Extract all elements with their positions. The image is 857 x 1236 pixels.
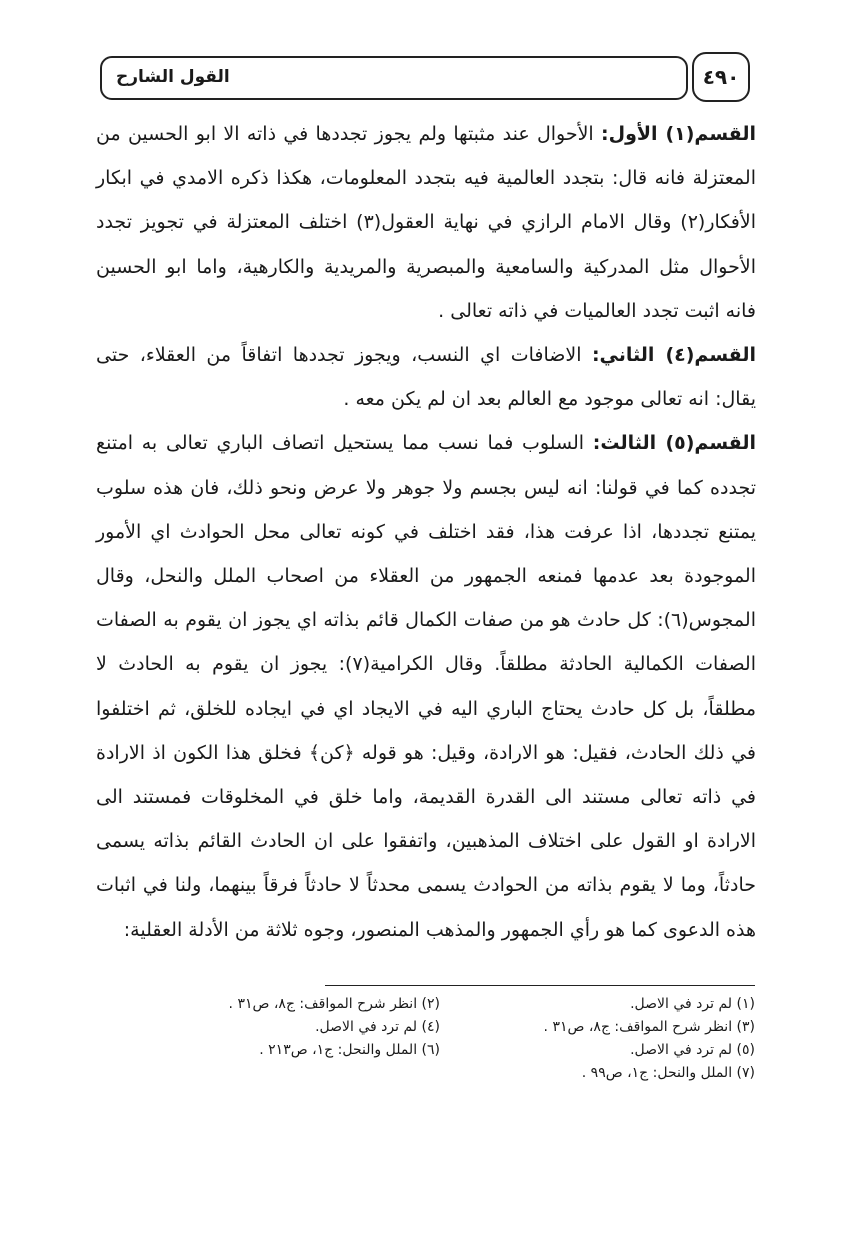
footnote-1: (١) لم ترد في الاصل. (630, 996, 755, 1012)
footnote-2: (٢) انظر شرح المواقف: ج٨، ص٣١ . (228, 996, 440, 1012)
section-heading-1: القسم(١) الأول: (601, 123, 756, 145)
footnote-5: (٥) لم ترد في الاصل. (630, 1042, 755, 1058)
section-heading-2: القسم(٤) الثاني: (591, 344, 756, 367)
page-number: ٤٩٠ (692, 52, 750, 102)
footnote-3: (٣) انظر شرح المواقف: ج٨، ص٣١ . (543, 1019, 755, 1035)
footnote-7: (٧) الملل والنحل: ج١، ص٩٩ . (581, 1065, 755, 1081)
paragraph-1 (96, 112, 756, 333)
paragraph-1-text: الأحوال عند مثبتها ولم يجوز تجددها في ذاته الا ابو الحسين من المعتزلة فانه قال: بتجدد العالمية فيه بتجدد المعلومات، هكذا ذكره الامدي في ابكار الأفكار(٢) وقال الامام الرازي في نهاية العقول(٣) اختلف المعتزلة في تجويز تجدد الأحوال مثل المدركية والسامعية والمبصرية والمريدية والكارهية، واما ابو الحسين فانه اثبت تجدد العالميات في ذاته تعالى . (96, 123, 756, 322)
footnotes-left-column (140, 993, 440, 1062)
running-title: القول الشارح (116, 67, 230, 87)
page-header (100, 52, 750, 104)
paragraph-3 (96, 421, 756, 951)
running-title-box (100, 56, 688, 100)
footnote-4: (٤) لم ترد في الاصل. (315, 1019, 440, 1035)
section-heading-3: القسم(٥) الثالث: (592, 432, 756, 455)
main-text (96, 112, 756, 952)
footnotes-right-column (455, 993, 755, 1085)
paragraph-2-text: الاضافات اي النسب، ويجوز تجددها اتفاقاً من العقلاء، حتى يقال: انه تعالى موجود مع العالم بعد ان لم يكن معه . (96, 344, 756, 411)
paragraph-3-text: السلوب فما نسب مما يستحيل اتصاف الباري تعالى به امتنع تجدده كما في قولنا: انه ليس بجسم ولا جوهر ولا عرض ونحو ذلك، فان هذه سلوب يمتنع تجددها، اذا عرفت هذا، فقد اختلف في كونه تعالى محل الحوادث اي الأمور الموجودة بعد عدمها فمنعه الجمهور من العقلاء من اصحاب الملل والنحل، وقال المجوس(٦): كل حادث هو من صفات الكمال قائم بذاته اي يجوز ان يقوم به الصفات الصفات الكمالية الحادثة مطلقاً. وقال الكرامية(٧): يجوز ان يقوم به الحادث لا مطلقاً، بل كل حادث يحتاج الباري اليه في الايجاد اي في ايجاده للخلق، ثم اختلفوا في ذلك الحادث، فقيل: هو الارادة، وقيل: هو قوله ﴿كن﴾ فخلق هذا الكون اذ الارادة في ذاته تعالى مستند الى القدرة القديمة، واما خلق في المخلوقات فمستند الى الارادة او القول على اختلاف المذهبين، واتفقوا على ان الحادث القائم بذاته يسمى حادثاً، وما لا يقوم بذاته من الحوادث يسمى محدثاً لا حادثاً فرقاً بينهما، ولنا في اثبات هذه الدعوى كما هو رأي الجمهور والمذهب المنصور، وجوه ثلاثة من الأدلة العقلية: (96, 432, 756, 941)
footnote-6: (٦) الملل والنحل: ج١، ص٢١٣ . (259, 1042, 440, 1058)
paragraph-2 (96, 333, 756, 421)
footnote-divider (325, 985, 755, 986)
